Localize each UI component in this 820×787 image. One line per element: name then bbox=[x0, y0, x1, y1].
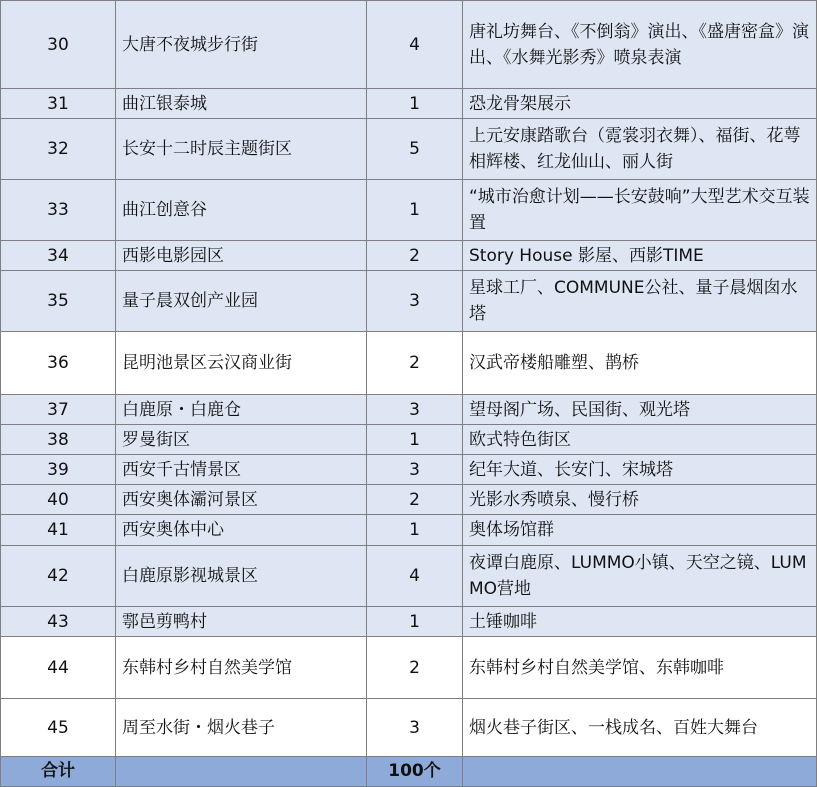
spot-count: 2 bbox=[367, 637, 463, 699]
total-row bbox=[1, 757, 817, 787]
row-number: 39 bbox=[1, 455, 116, 485]
table-row bbox=[1, 546, 817, 607]
table-row bbox=[1, 485, 817, 515]
table-row bbox=[1, 180, 817, 241]
row-number: 42 bbox=[1, 546, 116, 607]
spot-description: 东韩村乡村自然美学馆、东韩咖啡 bbox=[463, 637, 817, 699]
table-row bbox=[1, 395, 817, 425]
row-number: 34 bbox=[1, 241, 116, 271]
row-number: 45 bbox=[1, 699, 116, 757]
spot-name: 白鹿原・白鹿仓 bbox=[116, 395, 367, 425]
spot-name: 东韩村乡村自然美学馆 bbox=[116, 637, 367, 699]
table-row bbox=[1, 119, 817, 180]
spot-name: 鄠邑剪鸭村 bbox=[116, 607, 367, 637]
spot-count: 5 bbox=[367, 119, 463, 180]
spot-description: 上元安康踏歌台（霓裳羽衣舞）、福街、花萼相辉楼、红龙仙山、丽人街 bbox=[463, 119, 817, 180]
spot-count: 1 bbox=[367, 607, 463, 637]
table-row bbox=[1, 607, 817, 637]
table-row bbox=[1, 425, 817, 455]
spot-description: 光影水秀喷泉、慢行桥 bbox=[463, 485, 817, 515]
spot-name: 昆明池景区云汉商业街 bbox=[116, 332, 367, 395]
table-row bbox=[1, 1, 817, 89]
spot-count: 1 bbox=[367, 515, 463, 546]
spot-description: 望母阁广场、民国街、观光塔 bbox=[463, 395, 817, 425]
spot-description: 烟火巷子街区、一栈成名、百姓大舞台 bbox=[463, 699, 817, 757]
spot-description: Story House 影屋、西影TIME bbox=[463, 241, 817, 271]
spot-count: 4 bbox=[367, 546, 463, 607]
table-row bbox=[1, 89, 817, 119]
row-number: 36 bbox=[1, 332, 116, 395]
spot-description: 夜谭白鹿原、LUMMO小镇、天空之镜、LUMMO营地 bbox=[463, 546, 817, 607]
spot-description: 土锤咖啡 bbox=[463, 607, 817, 637]
spot-name: 长安十二时辰主题街区 bbox=[116, 119, 367, 180]
spot-name: 周至水街・烟火巷子 bbox=[116, 699, 367, 757]
row-number: 30 bbox=[1, 1, 116, 89]
table-row bbox=[1, 332, 817, 395]
spot-name: 量子晨双创产业园 bbox=[116, 271, 367, 332]
spot-description: “城市治愈计划——长安鼓响”大型艺术交互装置 bbox=[463, 180, 817, 241]
spot-count: 2 bbox=[367, 241, 463, 271]
table-row bbox=[1, 515, 817, 546]
spot-description: 汉武帝楼船雕塑、鹊桥 bbox=[463, 332, 817, 395]
row-number: 33 bbox=[1, 180, 116, 241]
row-number: 38 bbox=[1, 425, 116, 455]
spot-count: 3 bbox=[367, 395, 463, 425]
spot-count: 1 bbox=[367, 180, 463, 241]
spot-description: 唐礼坊舞台、《不倒翁》演出、《盛唐密盒》演出、《水舞光影秀》喷泉表演 bbox=[463, 1, 817, 89]
total-empty-cell bbox=[463, 757, 817, 787]
row-number: 35 bbox=[1, 271, 116, 332]
table-body bbox=[1, 1, 817, 787]
spot-count: 3 bbox=[367, 699, 463, 757]
spot-count: 1 bbox=[367, 89, 463, 119]
row-number: 32 bbox=[1, 119, 116, 180]
spot-description: 纪年大道、长安门、宋城塔 bbox=[463, 455, 817, 485]
row-number: 40 bbox=[1, 485, 116, 515]
table-row bbox=[1, 241, 817, 271]
spot-count: 4 bbox=[367, 1, 463, 89]
spot-name: 大唐不夜城步行街 bbox=[116, 1, 367, 89]
row-number: 37 bbox=[1, 395, 116, 425]
spot-name: 曲江银泰城 bbox=[116, 89, 367, 119]
total-count: 100个 bbox=[367, 757, 463, 787]
spot-name: 西安奥体灞河景区 bbox=[116, 485, 367, 515]
row-number: 44 bbox=[1, 637, 116, 699]
spot-description: 奥体场馆群 bbox=[463, 515, 817, 546]
spot-count: 2 bbox=[367, 332, 463, 395]
spot-name: 西安千古情景区 bbox=[116, 455, 367, 485]
spot-name: 西安奥体中心 bbox=[116, 515, 367, 546]
row-number: 31 bbox=[1, 89, 116, 119]
spot-count: 3 bbox=[367, 455, 463, 485]
table-row bbox=[1, 637, 817, 699]
spot-name: 罗曼街区 bbox=[116, 425, 367, 455]
spot-name: 曲江创意谷 bbox=[116, 180, 367, 241]
row-number: 41 bbox=[1, 515, 116, 546]
spot-name: 白鹿原影视城景区 bbox=[116, 546, 367, 607]
table-row bbox=[1, 699, 817, 757]
spot-count: 2 bbox=[367, 485, 463, 515]
spot-description: 欧式特色街区 bbox=[463, 425, 817, 455]
table-row bbox=[1, 455, 817, 485]
spot-count: 3 bbox=[367, 271, 463, 332]
total-empty-cell bbox=[116, 757, 367, 787]
row-number: 43 bbox=[1, 607, 116, 637]
table-row bbox=[1, 271, 817, 332]
spot-count: 1 bbox=[367, 425, 463, 455]
spot-description: 星球工厂、COMMUNE公社、量子晨烟囱水塔 bbox=[463, 271, 817, 332]
spot-description: 恐龙骨架展示 bbox=[463, 89, 817, 119]
spot-name: 西影电影园区 bbox=[116, 241, 367, 271]
total-label: 合计 bbox=[1, 757, 116, 787]
